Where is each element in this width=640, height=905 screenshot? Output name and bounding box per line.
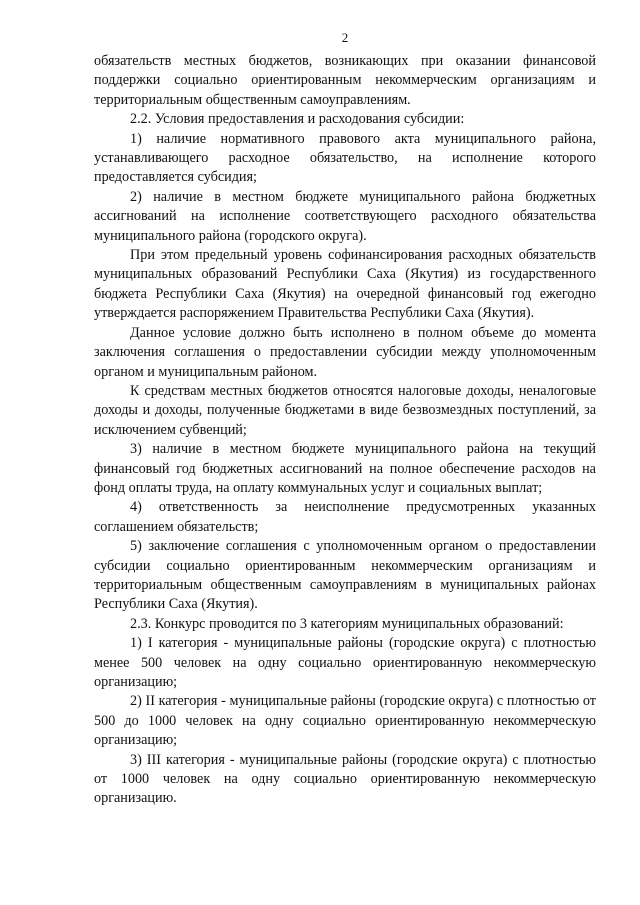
paragraph-condition-4: 4) ответственность за неисполнение предусмотренных указанных соглашением обязательств; — [94, 499, 596, 535]
paragraph-category-2: 2) II категория - муниципальные районы (городские округа) с плотностью от 500 до 1000 человек на одну социально ориентированную некоммерческую организацию; — [94, 693, 596, 749]
document-body — [94, 52, 596, 809]
paragraph-condition-1: 1) наличие нормативного правового акта муниципального района, устанавливающего расходное обязательство, на исполнение которого предоставляется субсидия; — [94, 130, 596, 186]
paragraph-condition-3: 3) наличие в местном бюджете муниципального района на текущий финансовый год бюджетных ассигнований на полное обеспечение расходов на фонд оплаты труда, на оплату коммунальных услуг и социальных выплат; — [94, 441, 596, 496]
paragraph-continuation: обязательств местных бюджетов, возникающих при оказании финансовой поддержки социально ориентированным некоммерческим организациям и территориальным общественным самоуправлениям. — [94, 53, 596, 108]
paragraph-condition-5: 5) заключение соглашения с уполномоченным органом о предоставлении субсидии социально ориентированным некоммерческим организациям и территориальным общественным самоуправлениям в муниципальных районах Республики Саха (Якутия). — [94, 538, 596, 613]
paragraph-condition-2: 2) наличие в местном бюджете муниципального района бюджетных ассигнований на исполнение соответствующего расходного обязательства муниципального района (городского округа). — [94, 188, 596, 244]
page-number: 2 — [341, 30, 349, 45]
paragraph-section-2-2-heading: 2.2. Условия предоставления и расходования субсидии: — [130, 111, 465, 128]
paragraph-condition-deadline: Данное условие должно быть исполнено в полном объеме до момента заключения соглашения о предоставлении субсидии между уполномоченным органом и муниципальным районом. — [94, 324, 596, 380]
paragraph-category-1: 1) I категория - муниципальные районы (городские округа) с плотностью менее 500 человек на одну социально ориентированную некоммерческую организацию; — [94, 635, 596, 690]
paragraph-cofinancing-level: При этом предельный уровень софинансирования расходных обязательств муниципальных образований Республики Саха (Якутия) из государственного бюджета Республики Саха (Якутия) на очередной финансовый год ежегодно утверждается распоряжением Правительства Республики Саха (Якутия). — [94, 247, 596, 322]
paragraph-local-budget-funds: К средствам местных бюджетов относятся налоговые доходы, неналоговые доходы и доходы, полученные бюджетами в виде безвозмездных поступлений, за исключением субвенций; — [94, 382, 596, 438]
paragraph-section-2-3-heading: 2.3. Конкурс проводится по 3 категориям муниципальных образований: — [130, 615, 564, 632]
paragraph-category-3: 3) III категория - муниципальные районы (городские округа) с плотностью от 1000 человек на одну социально ориентированную некоммерческую организацию. — [94, 751, 596, 807]
